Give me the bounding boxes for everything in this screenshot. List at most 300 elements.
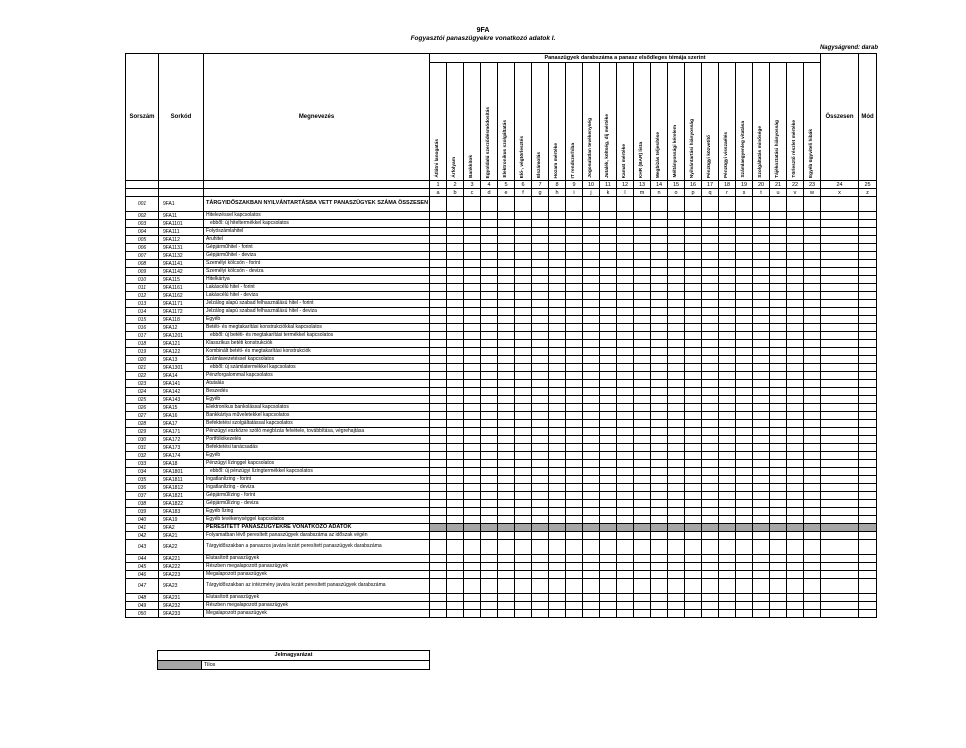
input-cell[interactable] (753, 571, 770, 579)
input-cell[interactable] (787, 420, 804, 428)
input-cell[interactable] (821, 284, 859, 292)
input-cell[interactable] (583, 372, 600, 380)
input-cell[interactable] (532, 260, 549, 268)
input-cell[interactable] (498, 492, 515, 500)
input-cell[interactable] (859, 508, 877, 516)
input-cell[interactable] (481, 460, 498, 468)
input-cell[interactable] (600, 364, 617, 372)
input-cell[interactable] (753, 460, 770, 468)
input-cell[interactable] (447, 380, 464, 388)
input-cell[interactable] (859, 388, 877, 396)
input-cell[interactable] (770, 610, 787, 618)
input-cell[interactable] (859, 372, 877, 380)
input-cell[interactable] (532, 324, 549, 332)
input-cell[interactable] (583, 555, 600, 563)
input-cell[interactable] (859, 308, 877, 316)
input-cell[interactable] (464, 284, 481, 292)
input-cell[interactable] (753, 563, 770, 571)
input-cell[interactable] (481, 594, 498, 602)
input-cell[interactable] (634, 332, 651, 340)
input-cell[interactable] (498, 197, 515, 212)
input-cell[interactable] (787, 276, 804, 284)
input-cell[interactable] (447, 610, 464, 618)
input-cell[interactable] (583, 563, 600, 571)
input-cell[interactable] (447, 420, 464, 428)
input-cell[interactable] (770, 444, 787, 452)
input-cell[interactable] (481, 452, 498, 460)
input-cell[interactable] (702, 268, 719, 276)
input-cell[interactable] (702, 555, 719, 563)
input-cell[interactable] (481, 260, 498, 268)
input-cell[interactable] (464, 348, 481, 356)
input-cell[interactable] (668, 372, 685, 380)
input-cell[interactable] (430, 260, 447, 268)
input-cell[interactable] (617, 372, 634, 380)
input-cell[interactable] (753, 260, 770, 268)
input-cell[interactable] (549, 364, 566, 372)
input-cell[interactable] (566, 540, 583, 555)
input-cell[interactable] (549, 197, 566, 212)
input-cell[interactable] (583, 602, 600, 610)
input-cell[interactable] (583, 396, 600, 404)
input-cell[interactable] (702, 436, 719, 444)
input-cell[interactable] (702, 372, 719, 380)
input-cell[interactable] (821, 220, 859, 228)
input-cell[interactable] (617, 220, 634, 228)
input-cell[interactable] (668, 284, 685, 292)
input-cell[interactable] (464, 340, 481, 348)
input-cell[interactable] (702, 492, 719, 500)
input-cell[interactable] (600, 380, 617, 388)
input-cell[interactable] (430, 228, 447, 236)
input-cell[interactable] (804, 460, 821, 468)
input-cell[interactable] (753, 324, 770, 332)
input-cell[interactable] (651, 372, 668, 380)
input-cell[interactable] (668, 396, 685, 404)
input-cell[interactable] (651, 268, 668, 276)
input-cell[interactable] (583, 468, 600, 476)
input-cell[interactable] (515, 492, 532, 500)
input-cell[interactable] (651, 563, 668, 571)
input-cell[interactable] (617, 236, 634, 244)
input-cell[interactable] (634, 268, 651, 276)
input-cell[interactable] (859, 340, 877, 348)
input-cell[interactable] (787, 571, 804, 579)
input-cell[interactable] (464, 484, 481, 492)
input-cell[interactable] (736, 436, 753, 444)
input-cell[interactable] (804, 579, 821, 594)
input-cell[interactable] (753, 420, 770, 428)
input-cell[interactable] (668, 492, 685, 500)
input-cell[interactable] (753, 212, 770, 220)
input-cell[interactable] (685, 444, 702, 452)
input-cell[interactable] (634, 316, 651, 324)
input-cell[interactable] (719, 396, 736, 404)
input-cell[interactable] (532, 571, 549, 579)
input-cell[interactable] (464, 428, 481, 436)
input-cell[interactable] (821, 610, 859, 618)
input-cell[interactable] (447, 308, 464, 316)
input-cell[interactable] (634, 508, 651, 516)
input-cell[interactable] (583, 300, 600, 308)
input-cell[interactable] (859, 436, 877, 444)
input-cell[interactable] (787, 252, 804, 260)
input-cell[interactable] (430, 579, 447, 594)
input-cell[interactable] (464, 563, 481, 571)
input-cell[interactable] (668, 300, 685, 308)
input-cell[interactable] (600, 602, 617, 610)
input-cell[interactable] (736, 380, 753, 388)
input-cell[interactable] (685, 356, 702, 364)
input-cell[interactable] (685, 492, 702, 500)
input-cell[interactable] (787, 532, 804, 540)
input-cell[interactable] (447, 468, 464, 476)
input-cell[interactable] (770, 452, 787, 460)
input-cell[interactable] (464, 197, 481, 212)
input-cell[interactable] (447, 555, 464, 563)
input-cell[interactable] (515, 316, 532, 324)
input-cell[interactable] (804, 571, 821, 579)
input-cell[interactable] (804, 420, 821, 428)
input-cell[interactable] (566, 236, 583, 244)
input-cell[interactable] (566, 444, 583, 452)
input-cell[interactable] (736, 594, 753, 602)
input-cell[interactable] (859, 500, 877, 508)
input-cell[interactable] (498, 228, 515, 236)
input-cell[interactable] (736, 348, 753, 356)
input-cell[interactable] (532, 420, 549, 428)
input-cell[interactable] (859, 300, 877, 308)
input-cell[interactable] (719, 540, 736, 555)
input-cell[interactable] (617, 452, 634, 460)
input-cell[interactable] (447, 252, 464, 260)
input-cell[interactable] (668, 452, 685, 460)
input-cell[interactable] (566, 516, 583, 524)
input-cell[interactable] (821, 300, 859, 308)
input-cell[interactable] (532, 460, 549, 468)
input-cell[interactable] (481, 212, 498, 220)
input-cell[interactable] (770, 412, 787, 420)
input-cell[interactable] (859, 540, 877, 555)
input-cell[interactable] (770, 372, 787, 380)
input-cell[interactable] (804, 428, 821, 436)
input-cell[interactable] (770, 380, 787, 388)
input-cell[interactable] (532, 476, 549, 484)
input-cell[interactable] (600, 332, 617, 340)
input-cell[interactable] (702, 380, 719, 388)
input-cell[interactable] (859, 364, 877, 372)
input-cell[interactable] (498, 372, 515, 380)
input-cell[interactable] (787, 244, 804, 252)
input-cell[interactable] (583, 380, 600, 388)
input-cell[interactable] (634, 212, 651, 220)
input-cell[interactable] (719, 404, 736, 412)
input-cell[interactable] (481, 468, 498, 476)
input-cell[interactable] (447, 388, 464, 396)
input-cell[interactable] (549, 276, 566, 284)
input-cell[interactable] (600, 579, 617, 594)
input-cell[interactable] (770, 268, 787, 276)
input-cell[interactable] (617, 610, 634, 618)
input-cell[interactable] (804, 324, 821, 332)
input-cell[interactable] (668, 268, 685, 276)
input-cell[interactable] (515, 444, 532, 452)
input-cell[interactable] (464, 372, 481, 380)
input-cell[interactable] (702, 516, 719, 524)
input-cell[interactable] (787, 563, 804, 571)
input-cell[interactable] (447, 594, 464, 602)
input-cell[interactable] (515, 332, 532, 340)
input-cell[interactable] (736, 476, 753, 484)
input-cell[interactable] (821, 348, 859, 356)
input-cell[interactable] (753, 436, 770, 444)
input-cell[interactable] (464, 610, 481, 618)
input-cell[interactable] (719, 492, 736, 500)
input-cell[interactable] (617, 594, 634, 602)
input-cell[interactable] (859, 244, 877, 252)
input-cell[interactable] (787, 356, 804, 364)
input-cell[interactable] (668, 516, 685, 524)
input-cell[interactable] (770, 540, 787, 555)
input-cell[interactable] (859, 212, 877, 220)
input-cell[interactable] (617, 412, 634, 420)
input-cell[interactable] (634, 594, 651, 602)
input-cell[interactable] (583, 404, 600, 412)
input-cell[interactable] (736, 610, 753, 618)
input-cell[interactable] (719, 380, 736, 388)
input-cell[interactable] (651, 540, 668, 555)
input-cell[interactable] (498, 404, 515, 412)
input-cell[interactable] (668, 436, 685, 444)
input-cell[interactable] (583, 244, 600, 252)
input-cell[interactable] (617, 380, 634, 388)
input-cell[interactable] (532, 516, 549, 524)
input-cell[interactable] (821, 516, 859, 524)
input-cell[interactable] (787, 492, 804, 500)
input-cell[interactable] (532, 276, 549, 284)
input-cell[interactable] (549, 268, 566, 276)
input-cell[interactable] (804, 436, 821, 444)
input-cell[interactable] (651, 308, 668, 316)
input-cell[interactable] (447, 563, 464, 571)
input-cell[interactable] (753, 444, 770, 452)
input-cell[interactable] (498, 540, 515, 555)
input-cell[interactable] (515, 540, 532, 555)
input-cell[interactable] (566, 292, 583, 300)
input-cell[interactable] (549, 396, 566, 404)
input-cell[interactable] (532, 332, 549, 340)
input-cell[interactable] (600, 540, 617, 555)
input-cell[interactable] (549, 436, 566, 444)
input-cell[interactable] (804, 276, 821, 284)
input-cell[interactable] (634, 412, 651, 420)
input-cell[interactable] (583, 252, 600, 260)
input-cell[interactable] (583, 260, 600, 268)
input-cell[interactable] (549, 476, 566, 484)
input-cell[interactable] (617, 532, 634, 540)
input-cell[interactable] (787, 292, 804, 300)
input-cell[interactable] (668, 468, 685, 476)
input-cell[interactable] (498, 348, 515, 356)
input-cell[interactable] (430, 308, 447, 316)
input-cell[interactable] (651, 340, 668, 348)
input-cell[interactable] (617, 444, 634, 452)
input-cell[interactable] (634, 484, 651, 492)
input-cell[interactable] (430, 300, 447, 308)
input-cell[interactable] (583, 516, 600, 524)
input-cell[interactable] (685, 197, 702, 212)
input-cell[interactable] (447, 452, 464, 460)
input-cell[interactable] (481, 316, 498, 324)
input-cell[interactable] (464, 468, 481, 476)
input-cell[interactable] (770, 563, 787, 571)
input-cell[interactable] (617, 404, 634, 412)
input-cell[interactable] (515, 212, 532, 220)
input-cell[interactable] (515, 236, 532, 244)
input-cell[interactable] (651, 436, 668, 444)
input-cell[interactable] (634, 388, 651, 396)
input-cell[interactable] (481, 388, 498, 396)
input-cell[interactable] (566, 500, 583, 508)
input-cell[interactable] (685, 594, 702, 602)
input-cell[interactable] (566, 220, 583, 228)
input-cell[interactable] (685, 532, 702, 540)
input-cell[interactable] (651, 468, 668, 476)
input-cell[interactable] (702, 212, 719, 220)
input-cell[interactable] (787, 340, 804, 348)
input-cell[interactable] (685, 364, 702, 372)
input-cell[interactable] (804, 348, 821, 356)
input-cell[interactable] (532, 396, 549, 404)
input-cell[interactable] (736, 484, 753, 492)
input-cell[interactable] (617, 268, 634, 276)
input-cell[interactable] (447, 372, 464, 380)
input-cell[interactable] (787, 396, 804, 404)
input-cell[interactable] (787, 308, 804, 316)
input-cell[interactable] (685, 610, 702, 618)
input-cell[interactable] (719, 284, 736, 292)
input-cell[interactable] (447, 579, 464, 594)
input-cell[interactable] (617, 244, 634, 252)
input-cell[interactable] (600, 594, 617, 602)
input-cell[interactable] (804, 412, 821, 420)
input-cell[interactable] (736, 516, 753, 524)
input-cell[interactable] (549, 212, 566, 220)
input-cell[interactable] (566, 396, 583, 404)
input-cell[interactable] (498, 602, 515, 610)
input-cell[interactable] (685, 412, 702, 420)
input-cell[interactable] (430, 396, 447, 404)
input-cell[interactable] (583, 268, 600, 276)
input-cell[interactable] (583, 428, 600, 436)
input-cell[interactable] (498, 236, 515, 244)
input-cell[interactable] (498, 436, 515, 444)
input-cell[interactable] (753, 396, 770, 404)
input-cell[interactable] (617, 292, 634, 300)
input-cell[interactable] (651, 324, 668, 332)
input-cell[interactable] (804, 308, 821, 316)
input-cell[interactable] (566, 388, 583, 396)
input-cell[interactable] (719, 244, 736, 252)
input-cell[interactable] (736, 284, 753, 292)
input-cell[interactable] (770, 396, 787, 404)
input-cell[interactable] (481, 602, 498, 610)
input-cell[interactable] (753, 532, 770, 540)
input-cell[interactable] (736, 444, 753, 452)
input-cell[interactable] (787, 228, 804, 236)
input-cell[interactable] (464, 292, 481, 300)
input-cell[interactable] (821, 563, 859, 571)
input-cell[interactable] (430, 468, 447, 476)
input-cell[interactable] (821, 492, 859, 500)
input-cell[interactable] (770, 244, 787, 252)
input-cell[interactable] (532, 610, 549, 618)
input-cell[interactable] (787, 260, 804, 268)
input-cell[interactable] (859, 579, 877, 594)
input-cell[interactable] (821, 444, 859, 452)
input-cell[interactable] (566, 252, 583, 260)
input-cell[interactable] (498, 252, 515, 260)
input-cell[interactable] (515, 436, 532, 444)
input-cell[interactable] (600, 492, 617, 500)
input-cell[interactable] (668, 579, 685, 594)
input-cell[interactable] (549, 594, 566, 602)
input-cell[interactable] (447, 332, 464, 340)
input-cell[interactable] (532, 244, 549, 252)
input-cell[interactable] (821, 500, 859, 508)
input-cell[interactable] (600, 508, 617, 516)
input-cell[interactable] (685, 348, 702, 356)
input-cell[interactable] (821, 579, 859, 594)
input-cell[interactable] (549, 348, 566, 356)
input-cell[interactable] (430, 492, 447, 500)
input-cell[interactable] (549, 236, 566, 244)
input-cell[interactable] (685, 284, 702, 292)
input-cell[interactable] (736, 300, 753, 308)
input-cell[interactable] (859, 594, 877, 602)
input-cell[interactable] (859, 228, 877, 236)
input-cell[interactable] (651, 244, 668, 252)
input-cell[interactable] (821, 332, 859, 340)
input-cell[interactable] (600, 420, 617, 428)
input-cell[interactable] (634, 340, 651, 348)
input-cell[interactable] (532, 532, 549, 540)
input-cell[interactable] (634, 532, 651, 540)
input-cell[interactable] (481, 244, 498, 252)
input-cell[interactable] (498, 292, 515, 300)
input-cell[interactable] (600, 460, 617, 468)
input-cell[interactable] (634, 436, 651, 444)
input-cell[interactable] (447, 276, 464, 284)
input-cell[interactable] (617, 500, 634, 508)
input-cell[interactable] (736, 220, 753, 228)
input-cell[interactable] (821, 476, 859, 484)
input-cell[interactable] (464, 436, 481, 444)
input-cell[interactable] (447, 292, 464, 300)
input-cell[interactable] (600, 244, 617, 252)
input-cell[interactable] (702, 252, 719, 260)
input-cell[interactable] (651, 452, 668, 460)
input-cell[interactable] (702, 468, 719, 476)
input-cell[interactable] (651, 356, 668, 364)
input-cell[interactable] (821, 404, 859, 412)
input-cell[interactable] (651, 332, 668, 340)
input-cell[interactable] (549, 380, 566, 388)
input-cell[interactable] (668, 571, 685, 579)
input-cell[interactable] (804, 532, 821, 540)
input-cell[interactable] (600, 252, 617, 260)
input-cell[interactable] (583, 484, 600, 492)
